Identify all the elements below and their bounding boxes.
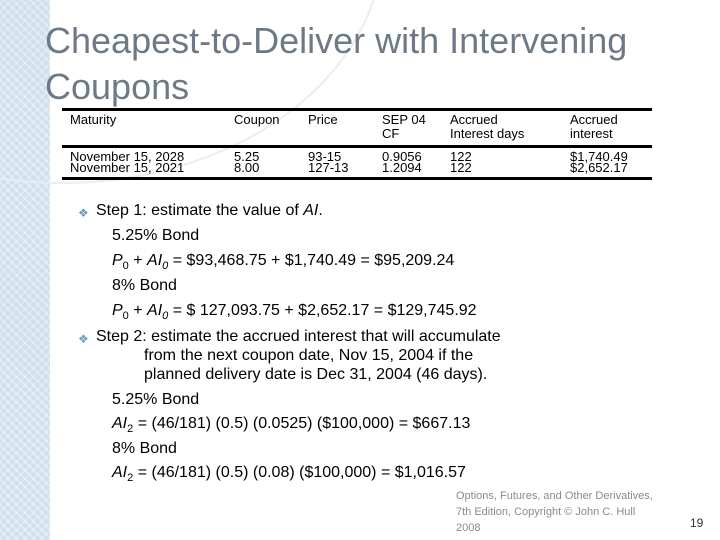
row2-days: 122 — [450, 160, 472, 175]
decorative-side-strip — [0, 0, 50, 540]
row1-cf: 0.9056 — [382, 149, 422, 164]
row2-maturity: November 15, 2021 — [70, 160, 185, 175]
footer-line-1: Options, Futures, and Other Derivatives, — [456, 490, 653, 502]
header-coupon: Coupon — [234, 112, 280, 127]
slide-title-line-2: Coupons — [45, 66, 190, 107]
slide-title-line-1: Cheapest-to-Deliver with Intervening — [45, 20, 628, 61]
bond2-equation: $P_0 + AI_0$ = $ 127,093.75 + $2,652.17 = $129,745.92 — [112, 302, 477, 323]
header-days-line-1: Accrued — [450, 112, 498, 127]
table-header-divider — [62, 145, 652, 148]
header-maturity: Maturity — [70, 112, 117, 127]
step2-line-1: Step 2: estimate the accrued interest that will accumulate — [96, 328, 501, 345]
bond-table — [62, 108, 652, 180]
row1-coupon: 5.25 — [234, 149, 260, 164]
footer-line-2: 7th Edition, Copyright © John C. Hull — [456, 506, 636, 518]
row2-coupon: 8.00 — [234, 160, 260, 175]
page-number: 19 — [690, 516, 704, 530]
header-cf-line-1: SEP 04 — [382, 112, 426, 127]
step1-text: Step 1: estimate the value of AI. — [96, 202, 323, 219]
header-cf-line-2: CF — [382, 126, 400, 141]
row2-price: 127-13 — [308, 160, 349, 175]
row1-price: 93-15 — [308, 149, 342, 164]
bond3-label: 5.25% Bond — [112, 391, 200, 408]
bond1-label: 5.25% Bond — [112, 227, 200, 244]
bond3-equation: $AI_2 = (46/181)$ (0.5) (0.0525) ($100,000) = $667.13 — [112, 415, 471, 436]
header-price: Price — [308, 112, 338, 127]
row1-maturity: November 15, 2028 — [70, 149, 185, 164]
row2-cf: 1.2094 — [382, 160, 422, 175]
row2-ai: $2,652.17 — [570, 160, 628, 175]
slide-title — [45, 18, 705, 110]
footer-line-3: 2008 — [456, 522, 481, 534]
bullet-icon: ❖ — [78, 206, 89, 220]
header-ai-line-1: Accrued — [570, 112, 618, 127]
bond2-label: 8% Bond — [112, 277, 177, 294]
header-days-line-2: Interest days — [450, 126, 525, 141]
slide-footer — [456, 488, 676, 536]
bond1-equation: $P_0 + AI_0$ = $93,468.75 + $1,740.49 = $95,209.24 — [112, 252, 455, 273]
step2-line-3: planned delivery date is Dec 31, 2004 (46 days). — [144, 366, 488, 383]
bullet-icon: ❖ — [78, 332, 89, 346]
row1-days: 122 — [450, 149, 472, 164]
bond4-label: 8% Bond — [112, 440, 177, 457]
row1-ai: $1,740.49 — [570, 149, 628, 164]
step2-line-2: from the next coupon date, Nov 15, 2004 if the — [144, 347, 474, 364]
bond4-equation: $AI_2 = (46/181)$ (0.5) (0.08) ($100,000) = $1,016.57 — [112, 464, 466, 485]
header-ai-line-2: interest — [570, 126, 613, 141]
